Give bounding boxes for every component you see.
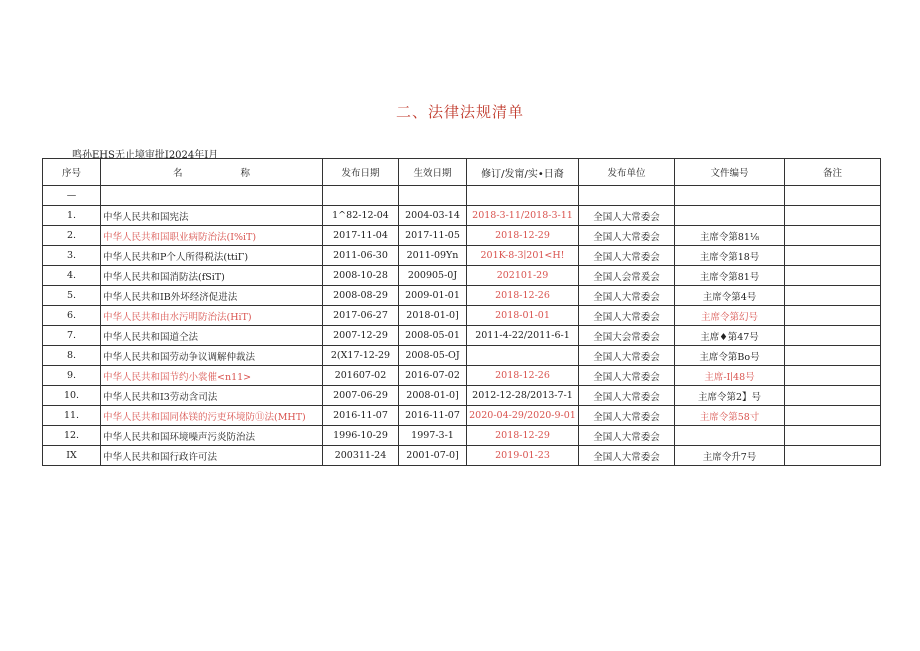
row-document-number: 主席-Ⅰ∣48号 [675, 366, 785, 386]
row-effective-date: 2017-11-05 [399, 226, 467, 246]
blank-row-seq: — [43, 186, 101, 206]
row-law-name: 中华人民共和国劳动争议调解仲裁法 [101, 346, 323, 366]
row-issuer: 全国人大常委会 [579, 446, 675, 466]
document-meta-line: 鸣孙EHS无止境审批I2024年I月 [72, 150, 219, 161]
table-row [43, 286, 881, 306]
row-publish-date: 2008-08-29 [323, 286, 399, 306]
header-name-part-2: 称 [240, 168, 251, 179]
row-seq: 10. [43, 386, 101, 406]
table-row [43, 386, 881, 406]
row-issuer: 全国人大常委会 [579, 226, 675, 246]
laws-regulations-table [42, 158, 881, 466]
row-publish-date: 2017-06-27 [323, 306, 399, 326]
row-remarks [785, 366, 881, 386]
row-publish-date: 200311-24 [323, 446, 399, 466]
page-title: 二、法律法规清单 [395, 103, 524, 121]
row-law-name: 中华人民共和国道仝法 [101, 326, 323, 346]
row-issuer: 全国人大常委会 [579, 406, 675, 426]
row-issuer: 全国人大常委会 [579, 286, 675, 306]
table-row [43, 266, 881, 286]
header-seq: 序号 [43, 159, 101, 186]
row-effective-date: 2004-03-14 [399, 206, 467, 226]
row-seq: 7. [43, 326, 101, 346]
row-law-name: 中华人民共和I3劳动含司法 [101, 386, 323, 406]
row-remarks [785, 206, 881, 226]
row-seq: 1. [43, 206, 101, 226]
row-publish-date: 2011-06-30 [323, 246, 399, 266]
row-seq: 3. [43, 246, 101, 266]
row-law-name: 中华人民共和国职业病防治法(Ⅰ%iT) [101, 226, 323, 246]
header-document-number: 文件编号 [675, 159, 785, 186]
row-revision: 2018-3-11/2018-3-11 [467, 206, 579, 226]
row-publish-date: 2008-10-28 [323, 266, 399, 286]
row-document-number: 主席令第81号 [675, 266, 785, 286]
blank-row [43, 186, 881, 206]
row-remarks [785, 426, 881, 446]
row-document-number: 主席令第58寸 [675, 406, 785, 426]
row-publish-date: 1996-10-29 [323, 426, 399, 446]
row-effective-date: 2018-01-0] [399, 306, 467, 326]
header-remarks: 备注 [785, 159, 881, 186]
row-revision: 2018-12-29 [467, 426, 579, 446]
row-document-number: 主席令第幻号 [675, 306, 785, 326]
row-remarks [785, 266, 881, 286]
row-seq: 11. [43, 406, 101, 426]
row-law-name: 中华人民共和国环境噪声污炎防治法 [101, 426, 323, 446]
row-remarks [785, 386, 881, 406]
row-document-number: 主席令第4号 [675, 286, 785, 306]
row-seq: 8. [43, 346, 101, 366]
table-row [43, 246, 881, 266]
row-law-name: 中华人民共和国消防法(fSiT) [101, 266, 323, 286]
row-effective-date: 2016-07-02 [399, 366, 467, 386]
row-issuer: 全国人大常委会 [579, 246, 675, 266]
row-publish-date: 201607-02 [323, 366, 399, 386]
row-revision: 2018-12-26 [467, 366, 579, 386]
header-publish-date: 发布日期 [323, 159, 399, 186]
table-row [43, 346, 881, 366]
row-revision [467, 346, 579, 366]
row-revision: 2018-12-29 [467, 226, 579, 246]
row-document-number: 主席令第81⅛ [675, 226, 785, 246]
row-publish-date: 2007-06-29 [323, 386, 399, 406]
row-law-name: 中华人民共和国同体镁的污吏环境防⑪法(MHT) [101, 406, 323, 426]
row-publish-date: 2(X17-12-29 [323, 346, 399, 366]
row-document-number [675, 206, 785, 226]
row-remarks [785, 346, 881, 366]
row-revision: 2011-4-22/2011-6-1 [467, 326, 579, 346]
table-row [43, 226, 881, 246]
table-row [43, 406, 881, 426]
row-seq: 9. [43, 366, 101, 386]
table-row [43, 446, 881, 466]
row-remarks [785, 286, 881, 306]
row-publish-date: 1^82-12-04 [323, 206, 399, 226]
row-issuer: 全国大会常委会 [579, 326, 675, 346]
row-law-name: 中华人民共和P个人所得税法(ttiΓ) [101, 246, 323, 266]
row-publish-date: 2007-12-29 [323, 326, 399, 346]
header-issuer: 发布单位 [579, 159, 675, 186]
row-issuer: 全国人会常爰会 [579, 266, 675, 286]
row-remarks [785, 446, 881, 466]
laws-table-body [43, 206, 881, 466]
row-effective-date: 2001-07-0] [399, 446, 467, 466]
row-remarks [785, 306, 881, 326]
row-law-name: 中华人民共和国宪法 [101, 206, 323, 226]
row-seq: IX [43, 446, 101, 466]
header-name-part-1: 名 [172, 168, 183, 179]
row-document-number: 主席♦第47号 [675, 326, 785, 346]
row-issuer: 全国人大常委会 [579, 386, 675, 406]
table-row [43, 426, 881, 446]
header-revision: 修订/发甯/实•日裔 [467, 159, 579, 186]
row-law-name: 中华人民共和IB外坏经济促进法 [101, 286, 323, 306]
row-document-number: 主席令第Bo号 [675, 346, 785, 366]
row-issuer: 全国人大常委会 [579, 346, 675, 366]
header-name [101, 159, 323, 186]
table-row [43, 206, 881, 226]
row-document-number [675, 426, 785, 446]
row-revision: 202101-29 [467, 266, 579, 286]
header-effective-date: 生效日期 [399, 159, 467, 186]
row-revision: 2012-12-28/2013-7-1 [467, 386, 579, 406]
row-seq: 2. [43, 226, 101, 246]
row-publish-date: 2017-11-04 [323, 226, 399, 246]
row-seq: 12. [43, 426, 101, 446]
row-revision: 2018-01-01 [467, 306, 579, 326]
row-remarks [785, 246, 881, 266]
row-effective-date: 2008-05-OJ [399, 346, 467, 366]
row-issuer: 全国人大常委会 [579, 426, 675, 446]
row-remarks [785, 406, 881, 426]
row-issuer: 全国人大常委会 [579, 366, 675, 386]
row-remarks [785, 326, 881, 346]
row-document-number: 主席令第18号 [675, 246, 785, 266]
row-document-number: 主席令第2】号 [675, 386, 785, 406]
row-effective-date: 2008-01-0] [399, 386, 467, 406]
row-law-name: 中华人民共和国行政许可法 [101, 446, 323, 466]
row-effective-date: 1997-3-1 [399, 426, 467, 446]
row-publish-date: 2016-11-07 [323, 406, 399, 426]
row-effective-date: 2009-01-01 [399, 286, 467, 306]
row-law-name: 中华人民共和由水污明防治法(HiT) [101, 306, 323, 326]
table-row [43, 366, 881, 386]
row-revision: 2018-12-26 [467, 286, 579, 306]
table-row [43, 326, 881, 346]
row-revision: 2019-01-23 [467, 446, 579, 466]
row-issuer: 全国人大常委会 [579, 206, 675, 226]
row-seq: 5. [43, 286, 101, 306]
row-effective-date: 200905-0J [399, 266, 467, 286]
row-effective-date: 2011-09Yn [399, 246, 467, 266]
row-document-number: 主席令升7号 [675, 446, 785, 466]
row-revision: 2020-04-29/2020-9-01 [467, 406, 579, 426]
row-effective-date: 2016-11-07 [399, 406, 467, 426]
row-seq: 6. [43, 306, 101, 326]
row-law-name: 中华人民共和国节约小裳催<n11> [101, 366, 323, 386]
row-revision: 201K-8-3∣201<H! [467, 246, 579, 266]
table-row [43, 306, 881, 326]
row-issuer: 全国人大常委会 [579, 306, 675, 326]
table-header-row [43, 159, 881, 186]
row-effective-date: 2008-05-01 [399, 326, 467, 346]
row-seq: 4. [43, 266, 101, 286]
row-remarks [785, 226, 881, 246]
